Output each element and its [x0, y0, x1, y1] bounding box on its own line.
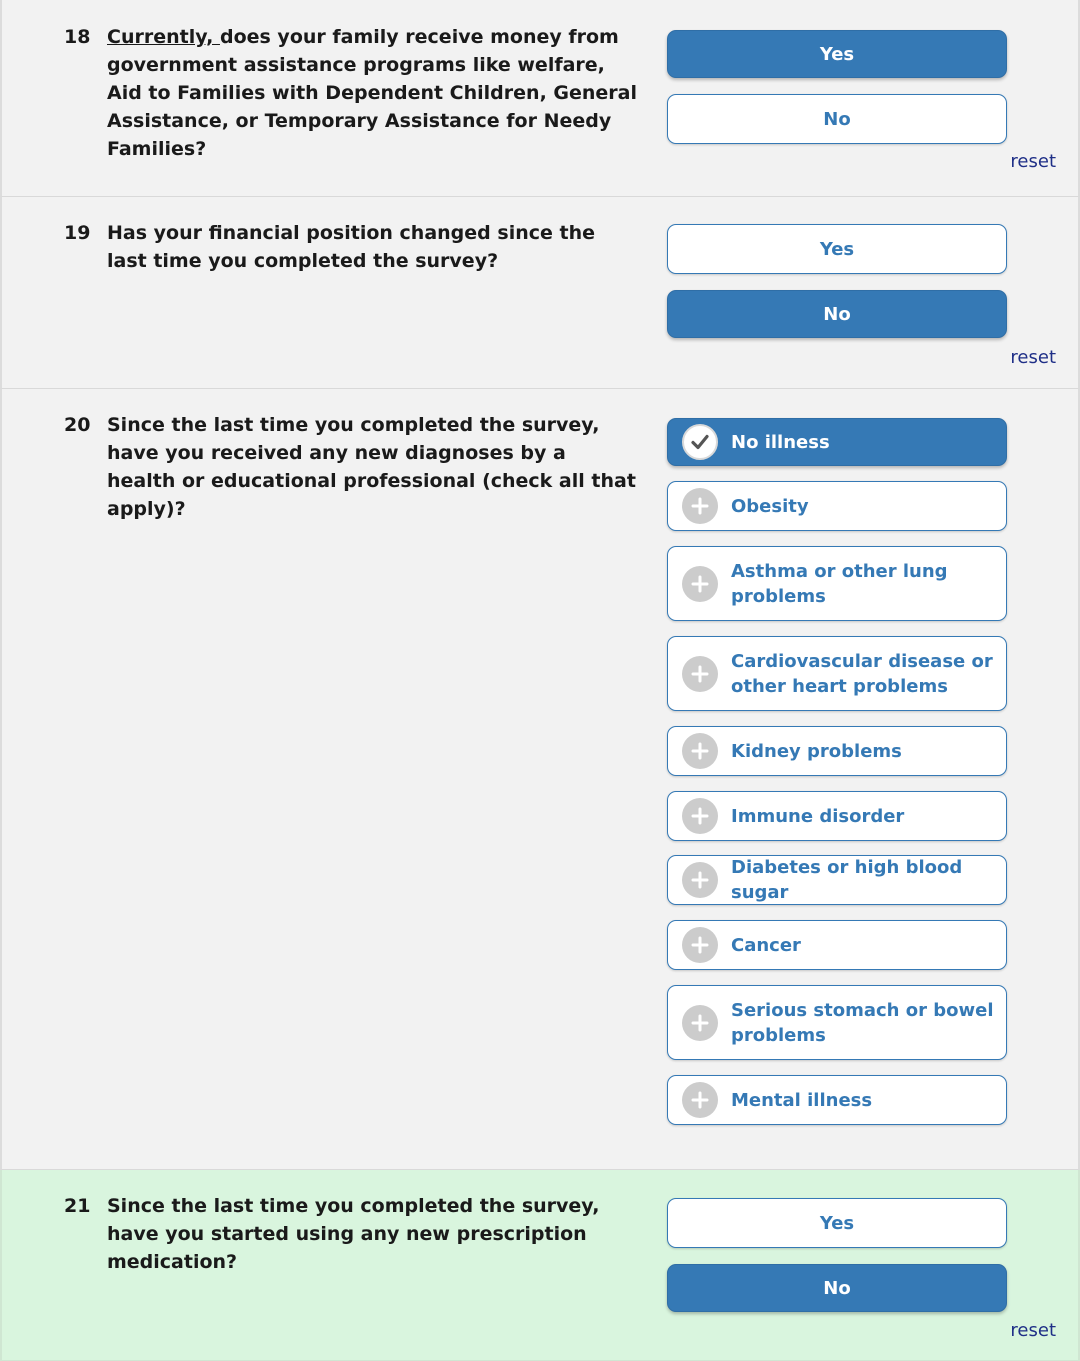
- checkbox-no-illness[interactable]: [667, 418, 1007, 466]
- answer-no-button[interactable]: No: [667, 290, 1007, 338]
- question-20: [0, 389, 1080, 1170]
- question-text: [107, 23, 637, 163]
- option-label: Serious stomach or bowel problems: [731, 999, 994, 1046]
- reset-link[interactable]: reset: [1010, 347, 1056, 368]
- option-label: Cardiovascular disease or other heart problems: [731, 650, 993, 697]
- plus-icon: [682, 862, 718, 898]
- answer-no-button[interactable]: No: [667, 1264, 1007, 1312]
- question-number: 20: [64, 414, 91, 436]
- checkbox-mental-illness[interactable]: [667, 1075, 1007, 1125]
- checkbox-kidney[interactable]: [667, 726, 1007, 776]
- question-text: Since the last time you completed the survey, have you started using any new prescription medication?: [107, 1195, 600, 1273]
- plus-icon: [682, 656, 718, 692]
- question-21: [0, 1170, 1080, 1361]
- plus-icon: [682, 927, 718, 963]
- option-label: Asthma or other lung problems: [731, 560, 948, 607]
- plus-icon: [682, 566, 718, 602]
- plus-icon: [682, 488, 718, 524]
- checkbox-diabetes[interactable]: [667, 855, 1007, 905]
- question-text-rest: does your family receive money from government assistance programs like welfare, Aid to Families with Dependent Children, General Assistance, or Temporary Assistance for Needy Families?: [107, 26, 637, 160]
- question-number: 19: [64, 222, 91, 244]
- question-text: Since the last time you completed the survey, have you received any new diagnoses by a health or educational professional (check all that apply)?: [107, 414, 636, 520]
- option-label: Obesity: [731, 495, 809, 517]
- question-19: [0, 197, 1080, 389]
- reset-link[interactable]: reset: [1010, 1320, 1056, 1341]
- answer-yes-button[interactable]: Yes: [667, 224, 1007, 274]
- option-label: Kidney problems: [731, 740, 902, 762]
- question-number: 18: [64, 26, 91, 48]
- answer-no-button[interactable]: No: [667, 94, 1007, 144]
- checkbox-immune[interactable]: [667, 791, 1007, 841]
- checkbox-asthma[interactable]: [667, 546, 1007, 621]
- answer-yes-button[interactable]: Yes: [667, 1198, 1007, 1248]
- checkbox-cancer[interactable]: [667, 920, 1007, 970]
- plus-icon: [682, 1005, 718, 1041]
- checkbox-cardiovascular[interactable]: [667, 636, 1007, 711]
- plus-icon: [682, 1082, 718, 1118]
- plus-icon: [682, 798, 718, 834]
- checkbox-obesity[interactable]: [667, 481, 1007, 531]
- plus-icon: [682, 733, 718, 769]
- checkbox-stomach[interactable]: [667, 985, 1007, 1060]
- option-label: No illness: [731, 431, 830, 453]
- question-number: 21: [64, 1195, 91, 1217]
- question-text: Has your financial position changed since the last time you completed the survey?: [107, 222, 595, 272]
- question-18: [0, 0, 1080, 197]
- option-label: Diabetes or high blood sugar: [731, 857, 963, 903]
- question-text-emphasis: Currently,: [107, 26, 220, 48]
- option-label: Cancer: [731, 934, 801, 956]
- check-icon: [682, 424, 718, 460]
- option-label: Mental illness: [731, 1089, 873, 1111]
- reset-link[interactable]: reset: [1010, 151, 1056, 172]
- option-label: Immune disorder: [731, 805, 905, 827]
- answer-yes-button[interactable]: Yes: [667, 30, 1007, 78]
